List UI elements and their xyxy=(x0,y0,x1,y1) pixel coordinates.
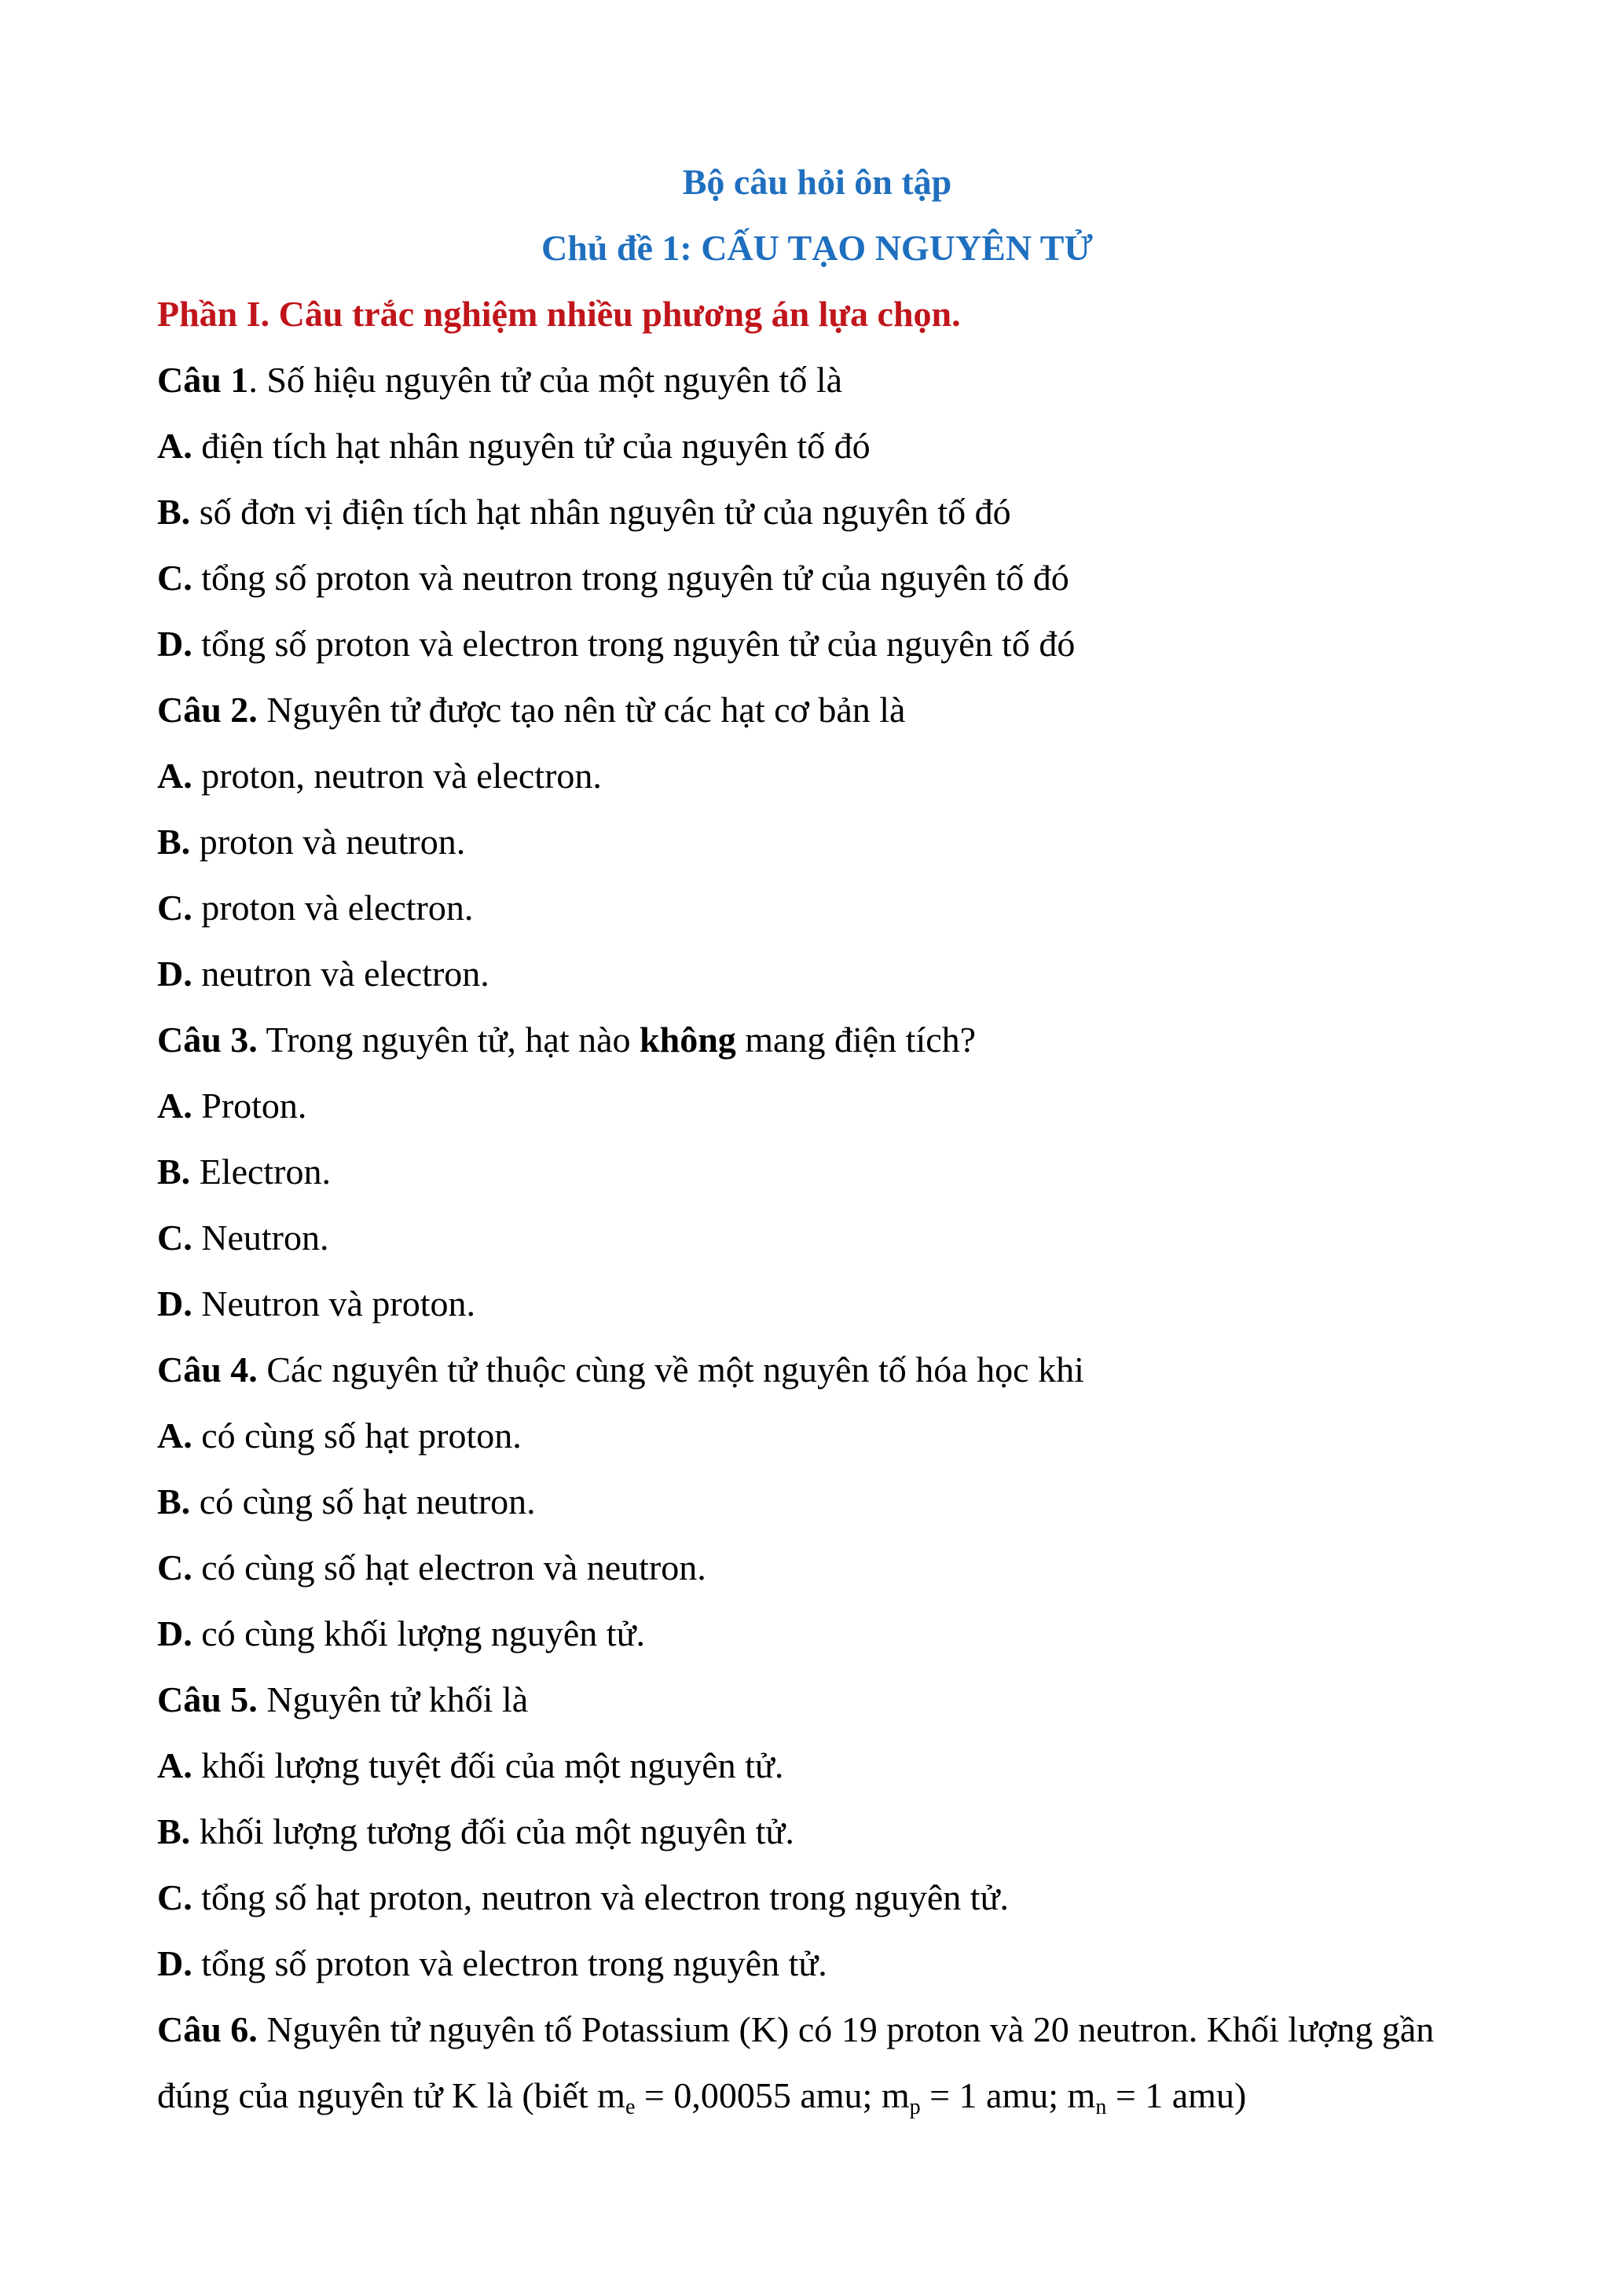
option-key: A. xyxy=(157,1415,192,1456)
question-2 xyxy=(157,677,1477,743)
subscript-p: p xyxy=(909,2095,921,2119)
option-4b xyxy=(157,1469,1477,1535)
option-key: C. xyxy=(157,888,192,928)
option-text: tổng số proton và electron trong nguyên tử của nguyên tố đó xyxy=(192,624,1076,664)
section-heading: Phần I. Câu trắc nghiệm nhiều phương án lựa chọn. xyxy=(157,294,961,334)
question-text: Trong nguyên tử, hạt nào xyxy=(257,1020,640,1060)
question-6 xyxy=(157,1997,1477,2129)
option-key: D. xyxy=(157,1943,192,1983)
option-text: có cùng số hạt electron và neutron. xyxy=(192,1547,706,1587)
option-text: có cùng số hạt proton. xyxy=(192,1415,522,1456)
question-label: Câu 2. xyxy=(157,690,258,730)
option-4d xyxy=(157,1601,1477,1667)
option-5b xyxy=(157,1799,1477,1865)
question-3 xyxy=(157,1007,1477,1073)
option-text: Neutron và proton. xyxy=(192,1283,475,1324)
option-text: có cùng số hạt neutron. xyxy=(190,1481,536,1522)
option-key: C. xyxy=(157,1547,192,1587)
option-2d xyxy=(157,941,1477,1007)
option-key: B. xyxy=(157,1152,191,1192)
option-key: B. xyxy=(157,822,191,862)
option-key: D. xyxy=(157,1613,192,1653)
question-text: mang điện tích? xyxy=(735,1020,977,1060)
question-text: Các nguyên tử thuộc cùng về một nguyên tố hóa học khi xyxy=(257,1349,1084,1390)
option-3d xyxy=(157,1271,1477,1337)
option-3a xyxy=(157,1073,1477,1139)
option-5c xyxy=(157,1865,1477,1931)
option-text: tổng số proton và neutron trong nguyên tử của nguyên tố đó xyxy=(192,558,1069,598)
question-text: Nguyên tử khối là xyxy=(257,1679,529,1719)
question-label: Câu 6. xyxy=(157,2009,258,2049)
question-text: Nguyên tử được tạo nên từ các hạt cơ bản là xyxy=(257,690,906,730)
option-2b xyxy=(157,809,1477,875)
option-text: tổng số hạt proton, neutron và electron trong nguyên tử. xyxy=(192,1877,1010,1917)
option-text: tổng số proton và electron trong nguyên tử. xyxy=(192,1943,827,1983)
question-1 xyxy=(157,347,1477,413)
question-emphasis: không xyxy=(640,1020,736,1060)
option-5d xyxy=(157,1931,1477,1997)
option-key: C. xyxy=(157,1877,192,1917)
option-key: D. xyxy=(157,1283,192,1324)
option-key: A. xyxy=(157,1745,192,1785)
subscript-e: e xyxy=(625,2095,636,2119)
option-key: A. xyxy=(157,426,192,466)
option-1b xyxy=(157,479,1477,545)
option-1a xyxy=(157,413,1477,479)
question-text: = 1 amu; m xyxy=(920,2075,1096,2115)
document-subtitle: Chủ đề 1: CẤU TẠO NGUYÊN TỬ xyxy=(541,228,1094,268)
question-label: Câu 3. xyxy=(157,1020,258,1060)
option-key: D. xyxy=(157,954,192,994)
option-1c xyxy=(157,545,1477,611)
option-text: Proton. xyxy=(192,1086,307,1126)
document-content xyxy=(157,149,1477,2129)
subscript-n: n xyxy=(1095,2095,1107,2119)
option-2c xyxy=(157,875,1477,941)
option-4c xyxy=(157,1535,1477,1601)
option-text: khối lượng tuyệt đối của một nguyên tử. xyxy=(192,1745,784,1785)
question-text: . Số hiệu nguyên tử của một nguyên tố là xyxy=(248,360,843,400)
option-text: proton và neutron. xyxy=(190,822,466,862)
question-5 xyxy=(157,1667,1477,1733)
option-key: B. xyxy=(157,1811,191,1851)
option-key: B. xyxy=(157,1481,191,1522)
option-text: số đơn vị điện tích hạt nhân nguyên tử của nguyên tố đó xyxy=(190,492,1011,532)
option-text: Neutron. xyxy=(192,1218,329,1258)
question-label: Câu 5. xyxy=(157,1679,258,1719)
option-text: proton, neutron và electron. xyxy=(192,756,602,796)
option-text: neutron và electron. xyxy=(192,954,489,994)
option-text: điện tích hạt nhân nguyên tử của nguyên tố đó xyxy=(192,426,871,466)
option-5a xyxy=(157,1733,1477,1799)
question-text: = 1 amu) xyxy=(1106,2075,1247,2115)
question-text: = 0,00055 amu; m xyxy=(635,2075,910,2115)
option-text: Electron. xyxy=(190,1152,331,1192)
option-key: C. xyxy=(157,558,192,598)
question-label: Câu 1 xyxy=(157,360,249,400)
option-key: A. xyxy=(157,1086,192,1126)
option-1d xyxy=(157,611,1477,677)
option-key: D. xyxy=(157,624,192,664)
option-3b xyxy=(157,1139,1477,1205)
option-3c xyxy=(157,1205,1477,1271)
option-4a xyxy=(157,1403,1477,1469)
option-text: có cùng khối lượng nguyên tử. xyxy=(192,1613,646,1653)
option-key: B. xyxy=(157,492,191,532)
question-text: Nguyên tử nguyên tố Potassium (K) có 19 proton và 20 neutron. Khối lượng gần đúng của nguyên tử K là (biết m xyxy=(157,2009,1435,2115)
document-title: Bộ câu hỏi ôn tập xyxy=(682,162,952,202)
option-2a xyxy=(157,743,1477,809)
option-key: C. xyxy=(157,1218,192,1258)
option-text: proton và electron. xyxy=(192,888,474,928)
question-4 xyxy=(157,1337,1477,1403)
question-label: Câu 4. xyxy=(157,1349,258,1390)
option-text: khối lượng tương đối của một nguyên tử. xyxy=(190,1811,794,1851)
option-key: A. xyxy=(157,756,192,796)
